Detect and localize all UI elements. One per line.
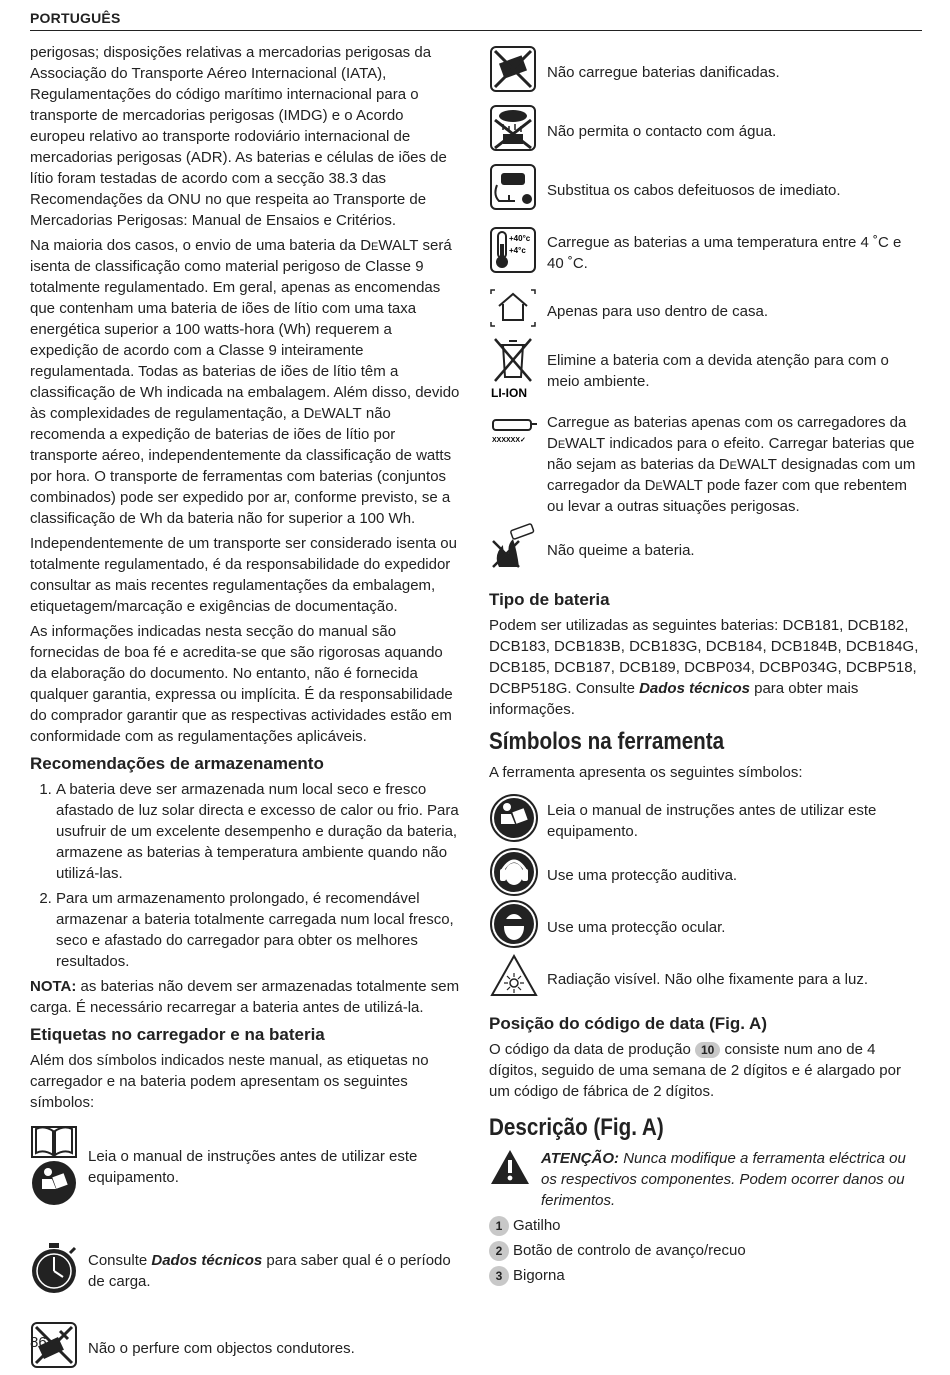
symbol-text: Carregue as baterias a uma temperatura entre 4 ˚C e 40 ˚C. (547, 234, 902, 272)
symbol-charge-time (30, 1241, 462, 1301)
svg-text:+40°c: +40°c (509, 234, 531, 243)
symbol-text: Leia o manual de instruções antes de utilizar este equipamento. (547, 802, 877, 840)
heading-tool-symbols: Símbolos na ferramenta (489, 728, 725, 755)
symbol-no-probe (30, 1321, 462, 1375)
section-header: PORTUGUÊS (30, 10, 121, 26)
warning-icon (489, 1148, 541, 1192)
symbol-no-burn (489, 521, 922, 579)
paragraph: Independentemente de um transporte ser considerado isenta ou totalmente regulamentado, é da responsabilidade do expedidor consultar as mais recentes regulamentações da embalagem, etiquetagem/marcação e exigências de documentação. (30, 535, 457, 615)
symbol-text: Apenas para uso dentro de casa. (547, 302, 768, 320)
heading-battery-type: Tipo de bateria (489, 590, 610, 609)
paragraph: Podem ser utilizadas as seguintes baterias: DCB181, DCB182, DCB183, DCB183B, DCB183G, DCB184, DCB184B, DCB184G, DCB185, DCB187, DCB189, DCBP034, DCBP034G, DCBP518, DCBP518G. Consulte Dados técnicos para obter mais informações. (489, 617, 919, 718)
list-item: 1 Gatilho (489, 1215, 922, 1236)
warning-text: ATENÇÃO: Nunca modifique a ferramenta eléctrica ou os respectivos componentes. Podem ocorrer danos ou ferimentos. (541, 1150, 906, 1209)
svg-text:+4°c: +4°c (509, 246, 526, 255)
tool-symbol-eye (489, 901, 922, 953)
ear-protection-icon (489, 847, 547, 903)
brand-name: DeWALT (303, 405, 362, 422)
symbol-text: Não carregue baterias danificadas. (547, 63, 780, 81)
light-warning-icon (489, 953, 547, 1005)
symbol-indoor (489, 286, 922, 336)
symbol-text: Não o perfure com objectos condutores. (88, 1339, 355, 1357)
symbol-text: Use uma protecção ocular. (547, 918, 726, 936)
read-manual-icon (30, 1121, 88, 1213)
right-column (489, 42, 922, 1286)
paragraph: Na maioria dos casos, o envio de uma bateria da DeWALT será isenta de classificação como material perigoso de Classe 9 totalmente regulamentado. Em geral, apenas as encomendas que contenham uma bateria de iões de lítio com uma taxa energética superior a 100 watts-hora (Wh) requerem a expedição de acordo com a Classe 9 inteiramente regulamentada. Todas as baterias de iões de lítio têm a classificação de Wh indicada na embalagem. Além disso, devido às complexidades de regulamentação, a DeWALT não recomenda a expedição de baterias de iões de lítio por transporte aéreo, independentemente da classificação de watts por hora. O transporte de ferramentas com baterias (conjuntos combinados) pode ser expedido por ar, conforme previsto, se a classificação de Wh da bateria não for superior a 100 Wh. (30, 237, 460, 527)
heading-date-code: Posição do código de data (Fig. A) (489, 1014, 767, 1033)
page-number: 86 (30, 1334, 47, 1351)
no-water-icon (489, 104, 547, 158)
left-column (30, 42, 462, 1375)
list-item: 2. Para um armazenamento prolongado, é recomendável armazenar a bateria totalmente carregada num local fresco, seco e afastado do carregador para obter os melhores resultados. (56, 888, 462, 972)
paragraph: Além dos símbolos indicados neste manual, as etiquetas no carregador e na bateria podem apresentam os seguintes símbolos: (30, 1052, 429, 1111)
warning-block (489, 1148, 922, 1211)
charger-icon (489, 412, 547, 452)
symbol-temperature (489, 220, 922, 286)
tool-symbol-hearing (489, 849, 922, 901)
symbol-no-water (489, 102, 922, 160)
stopwatch-icon (30, 1241, 88, 1301)
symbol-text: Não permita o contacto com água. (547, 122, 777, 140)
svg-text:XXXXXX✓: XXXXXX✓ (492, 437, 526, 444)
callout-badge: 10 (695, 1042, 720, 1058)
symbol-text: Não queime a bateria. (547, 541, 695, 559)
heading-labels: Etiquetas no carregador e na bateria (30, 1025, 325, 1044)
symbol-chargers (489, 412, 922, 517)
thermometer-icon (489, 226, 547, 280)
tool-symbol-radiation (489, 953, 922, 1005)
symbol-text: Radiação visível. Não olhe fixamente para a luz. (547, 970, 869, 988)
paragraph: As informações indicadas nesta secção do manual são fornecidas de boa fé e acredita-se que são rigorosas aquando da elaboração do documento. No entanto, não é fornecida qualquer garantia, expressa ou implícita. É da responsabilidade do comprador garantir que as respectivas actividades estão em conformidade com as regulamentações aplicáveis. (30, 623, 453, 745)
brand-name: DeWALT (360, 237, 419, 254)
heading-storage: Recomendações de armazenamento (30, 754, 324, 773)
list-item: 2 Botão de controlo de avanço/recuo (489, 1240, 922, 1261)
symbol-text: Leia o manual de instruções antes de utilizar este equipamento. (88, 1148, 418, 1186)
symbol-text: Carregue as baterias apenas com os carregadores da DeWALT indicados para o efeito. Carregar baterias que não sejam as baterias da DeWALT designadas com um carregador da DeWALT pode fazer com que rebentem ou levar a outras situações perigosas. (547, 414, 916, 515)
tool-symbol-read-manual (489, 793, 922, 849)
paragraph: perigosas; disposições relativas a mercadorias perigosas da Associação do Transporte Aéreo Internacional (IATA), Regulamentações do código marítimo internacional para o transporte de mercadorias perigosas (IMDG) e o Acordo europeu relativo ao transporte rodoviário internacional de mercadorias perigosas (ADR). As baterias e células de iões de lítio foram testadas de acordo com a secção 38.3 das Recomendações da ONU no que respeita ao Transporte de Mercadorias Perigosas: Manual de Ensaios e Critérios. (30, 44, 447, 229)
paragraph: A ferramenta apresenta os seguintes símbolos: (489, 764, 803, 781)
house-icon (489, 288, 547, 334)
read-manual-icon (489, 793, 547, 849)
list-item: 1. A bateria deve ser armazenada num local seco e fresco afastado de luz solar directa e excesso de calor ou frio. Para usufruir de um excelente desempenho e duração da bateria, armazene as baterias à temperatura ambiente quando não utilizá-las. (56, 779, 462, 884)
eye-protection-icon (489, 899, 547, 955)
heading-description: Descrição (Fig. A) (489, 1114, 664, 1141)
symbol-replace-cords (489, 160, 922, 220)
header-rule (30, 30, 922, 31)
no-fire-icon (489, 523, 547, 577)
symbol-damaged-battery (489, 42, 922, 102)
paragraph: O código da data de produção 10 consiste num ano de 4 dígitos, seguido de uma semana de 2 dígitos e é alargado por um código de fábrica de 2 dígitos. (489, 1041, 901, 1100)
svg-text:LI-ION: LI-ION (491, 386, 527, 400)
crossed-bin-icon (489, 335, 547, 407)
symbol-text: Use uma protecção auditiva. (547, 866, 738, 884)
symbol-read-manual (30, 1121, 462, 1213)
symbol-recycle (489, 336, 922, 406)
list-item: 3 Bigorna (489, 1265, 922, 1286)
symbol-text: Elimine a bateria com a devida atenção para com o meio ambiente. (547, 352, 889, 390)
note: NOTA: as baterias não devem ser armazenadas totalmente sem carga. É necessário recarregar a bateria antes de utilizá-la. (30, 978, 460, 1016)
storage-list (30, 779, 462, 972)
damaged-battery-icon (489, 45, 547, 99)
symbol-text: Substitua os cabos defeituosos de imediato. (547, 181, 841, 199)
parts-list (489, 1215, 922, 1286)
defective-cord-icon (489, 163, 547, 217)
symbol-text: Consulte Dados técnicos para saber qual é o período de carga. (88, 1252, 451, 1290)
